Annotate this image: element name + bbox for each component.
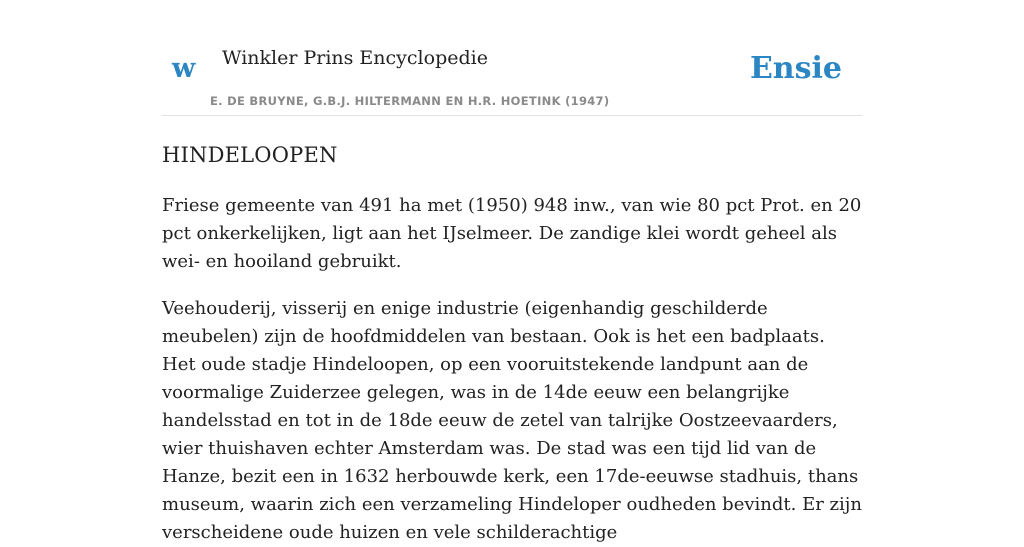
publication-title[interactable]: Winkler Prins Encyclopedie <box>222 47 488 69</box>
authors-line: E. DE BRUYNE, G.B.J. HILTERMANN EN H.R. HOETINK (1947) <box>210 94 610 108</box>
winkler-prins-logo[interactable]: w <box>172 53 196 84</box>
ensie-logo[interactable]: Ensie <box>749 51 842 86</box>
article-title: HINDELOOPEN <box>162 143 338 167</box>
header <box>162 0 862 116</box>
document-page <box>162 0 862 543</box>
article-paragraph-2: Veehouderij, visserij en enige industrie (eigenhandig geschilderde meubelen) zijn de hoofdmiddelen van bestaan. Ook is het een badplaats. Het oude stadje Hindeloopen, op een vooruitstekende landpunt aan de voormalige Zuiderzee gelegen, was in de 14de eeuw een belangrijke handelsstad en tot in de 18de eeuw de zetel van talrijke Oostzeevaarders, wier thuishaven echter Amsterdam was. De stad was een tijd lid van de Hanze, bezit een in 1632 herbouwde kerk, een 17de-eeuwse stadhuis, thans museum, waarin zich een verzameling Hindeloper oudheden bevindt. Er zijn verscheidene oude huizen en vele schilderachtige <box>162 298 862 543</box>
article-paragraph-1: Friese gemeente van 491 ha met (1950) 948 inw., van wie 80 pct Prot. en 20 pct onkerkelijken, ligt aan het IJselmeer. De zandige klei wordt geheel als wei- en hooiland gebruikt. <box>162 195 862 272</box>
